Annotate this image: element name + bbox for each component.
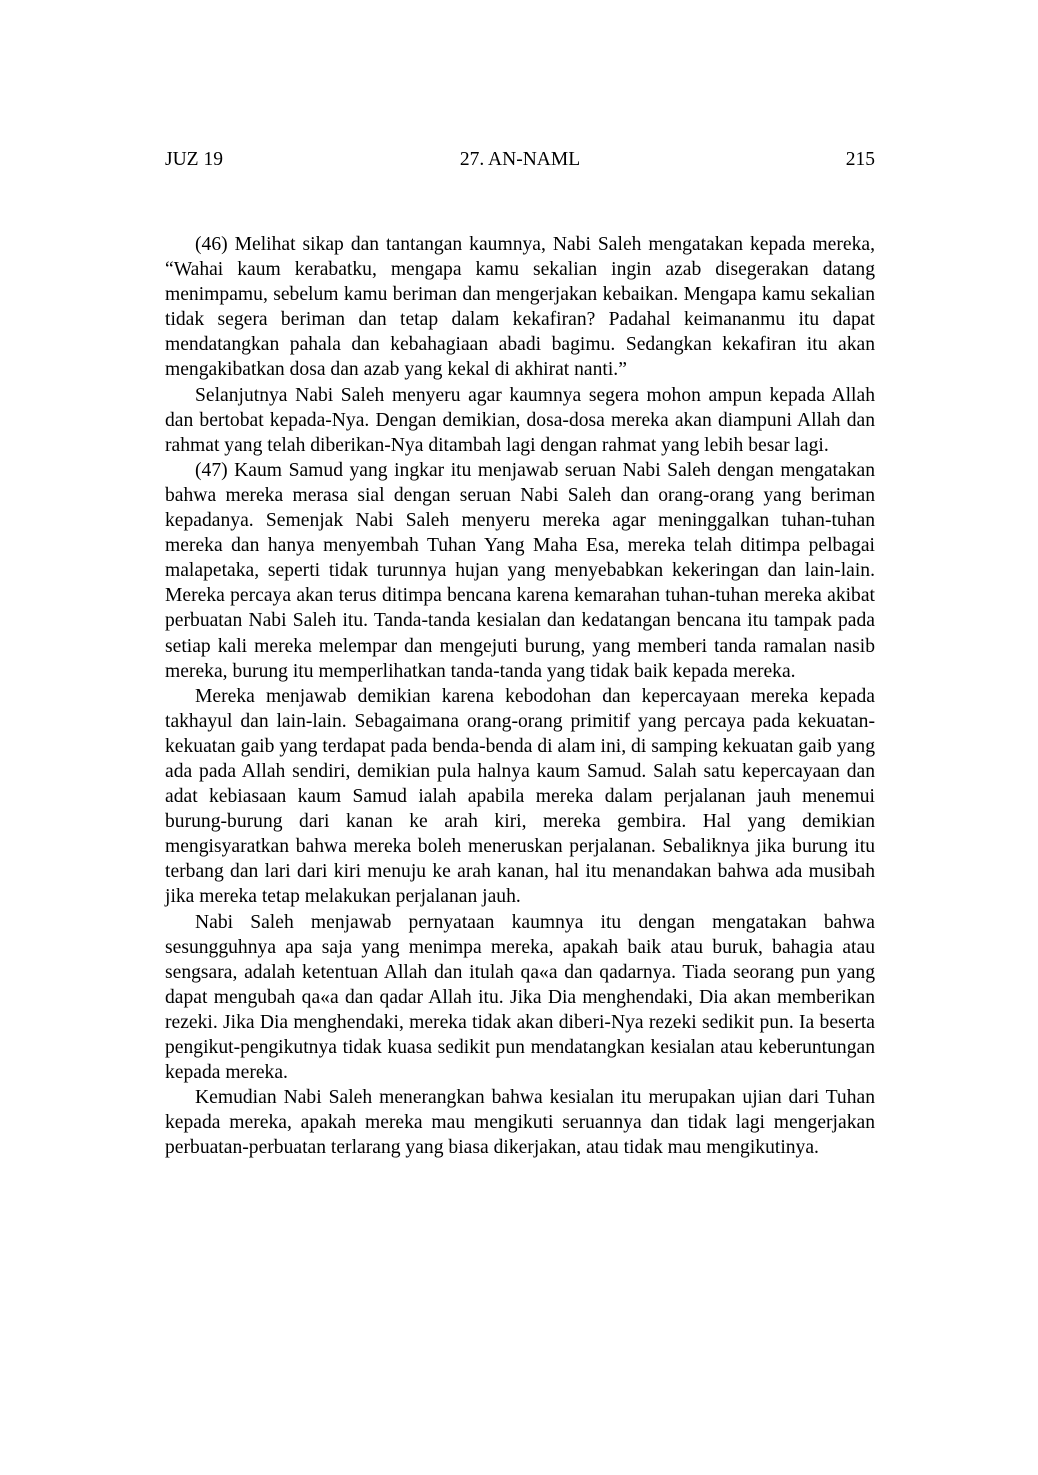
paragraph-verse-47: (47) Kaum Samud yang ingkar itu menjawab seruan Nabi Saleh dengan mengatakan bahwa mereka merasa sial dengan seruan Nabi Saleh dan orang-orang yang beriman kepadanya. Semenjak Nabi Saleh menyeru mereka agar meninggalkan tuhan-tuhan mereka dan hanya menyembah Tuhan Yang Maha Esa, mereka telah ditimpa pelbagai malapetaka, seperti tidak turunnya hujan yang menyebabkan kekeringan dan lain-lain. Mereka percaya akan terus ditimpa bencana karena kemarahan tuhan-tuhan mereka akibat perbuatan Nabi Saleh itu. Tanda-tanda kesialan dan kedatangan bencana itu tampak pada setiap kali mereka melempar dan mengejuti burung, yang memberi tanda ramalan nasib mereka, burung itu memperlihatkan tanda-tanda yang tidak baik kepada mereka. (165, 459, 875, 682)
running-header (165, 146, 875, 174)
paragraph-saleh-answer: Nabi Saleh menjawab pernyataan kaumnya itu dengan mengatakan bahwa sesungguhnya apa saja yang menimpa mereka, apakah baik atau buruk, bahagia atau sengsara, adalah ketentuan Allah dan itulah qa«a dan qadarnya. Tiada seorang pun yang dapat mengubah qa«a dan qadar Allah itu. Jika Dia menghendaki, Dia akan memberikan rezeki. Jika Dia menghendaki, mereka tidak akan diberi-Nya rezeki sedikit pun. Ia beserta pengikut-pengikutnya tidak kuasa sedikit pun mendatangkan kesialan atau keberuntungan kepada mereka. (165, 911, 875, 1084)
paragraph-trial: Kemudian Nabi Saleh menerangkan bahwa kesialan itu merupakan ujian dari Tuhan kepada mereka, apakah mereka mau mengikuti seruannya dan tidak lagi mengerjakan perbuatan-perbuatan terlarang yang biasa dikerjakan, atau tidak mau mengikutinya. (165, 1087, 875, 1159)
paragraph-call-to-repent: Selanjutnya Nabi Saleh menyeru agar kaumnya segera mohon ampun kepada Allah dan bertobat kepada-Nya. Dengan demikian, dosa-dosa mereka akan diampuni Allah dan rahmat yang telah diberikan-Nya ditambah lagi dengan rahmat yang lebih besar lagi. (165, 384, 875, 456)
paragraph-superstition: Mereka menjawab demikian karena kebodohan dan kepercayaan mereka kepada takhayul dan lain-lain. Sebagaimana orang-orang primitif yang percaya pada kekuatan-kekuatan gaib yang terdapat pada benda-benda di alam ini, di samping kekuatan gaib yang ada pada Allah sendiri, demikian pula halnya kaum Samud. Salah satu kepercayaan dan adat kebiasaan kaum Samud ialah apabila mereka dalam perjalanan jauh menemui burung-burung dari kanan ke arah kiri, mereka gembira. Hal yang demikian mengisyaratkan bahwa mereka boleh meneruskan perjalanan. Sebaliknya jika burung itu terbang dan lari dari kiri menuju ke arah kanan, hal itu menandakan bahwa ada musibah jika mereka tetap melakukan perjalanan jauh. (165, 685, 875, 908)
paragraph-verse-46: (46) Melihat sikap dan tantangan kaumnya, Nabi Saleh mengatakan kepada mereka, “Wahai kaum kerabatku, mengapa kamu sekalian ingin azab disegerakan datang menimpamu, sebelum kamu beriman dan mengerjakan kebaikan. Mengapa kamu sekalian tidak segera beriman dan tetap dalam kekafiran? Padahal keimananmu itu dapat mendatangkan pahala dan kebahagiaan abadi bagimu. Sedangkan kekafiran itu akan mengakibatkan dosa dan azab yang kekal di akhirat nanti.” (165, 234, 875, 381)
page-number: 215 (845, 149, 875, 170)
page-body (165, 232, 875, 1160)
surah-title: 27. AN-NAML (459, 149, 581, 170)
juz-label: JUZ 19 (165, 149, 223, 170)
